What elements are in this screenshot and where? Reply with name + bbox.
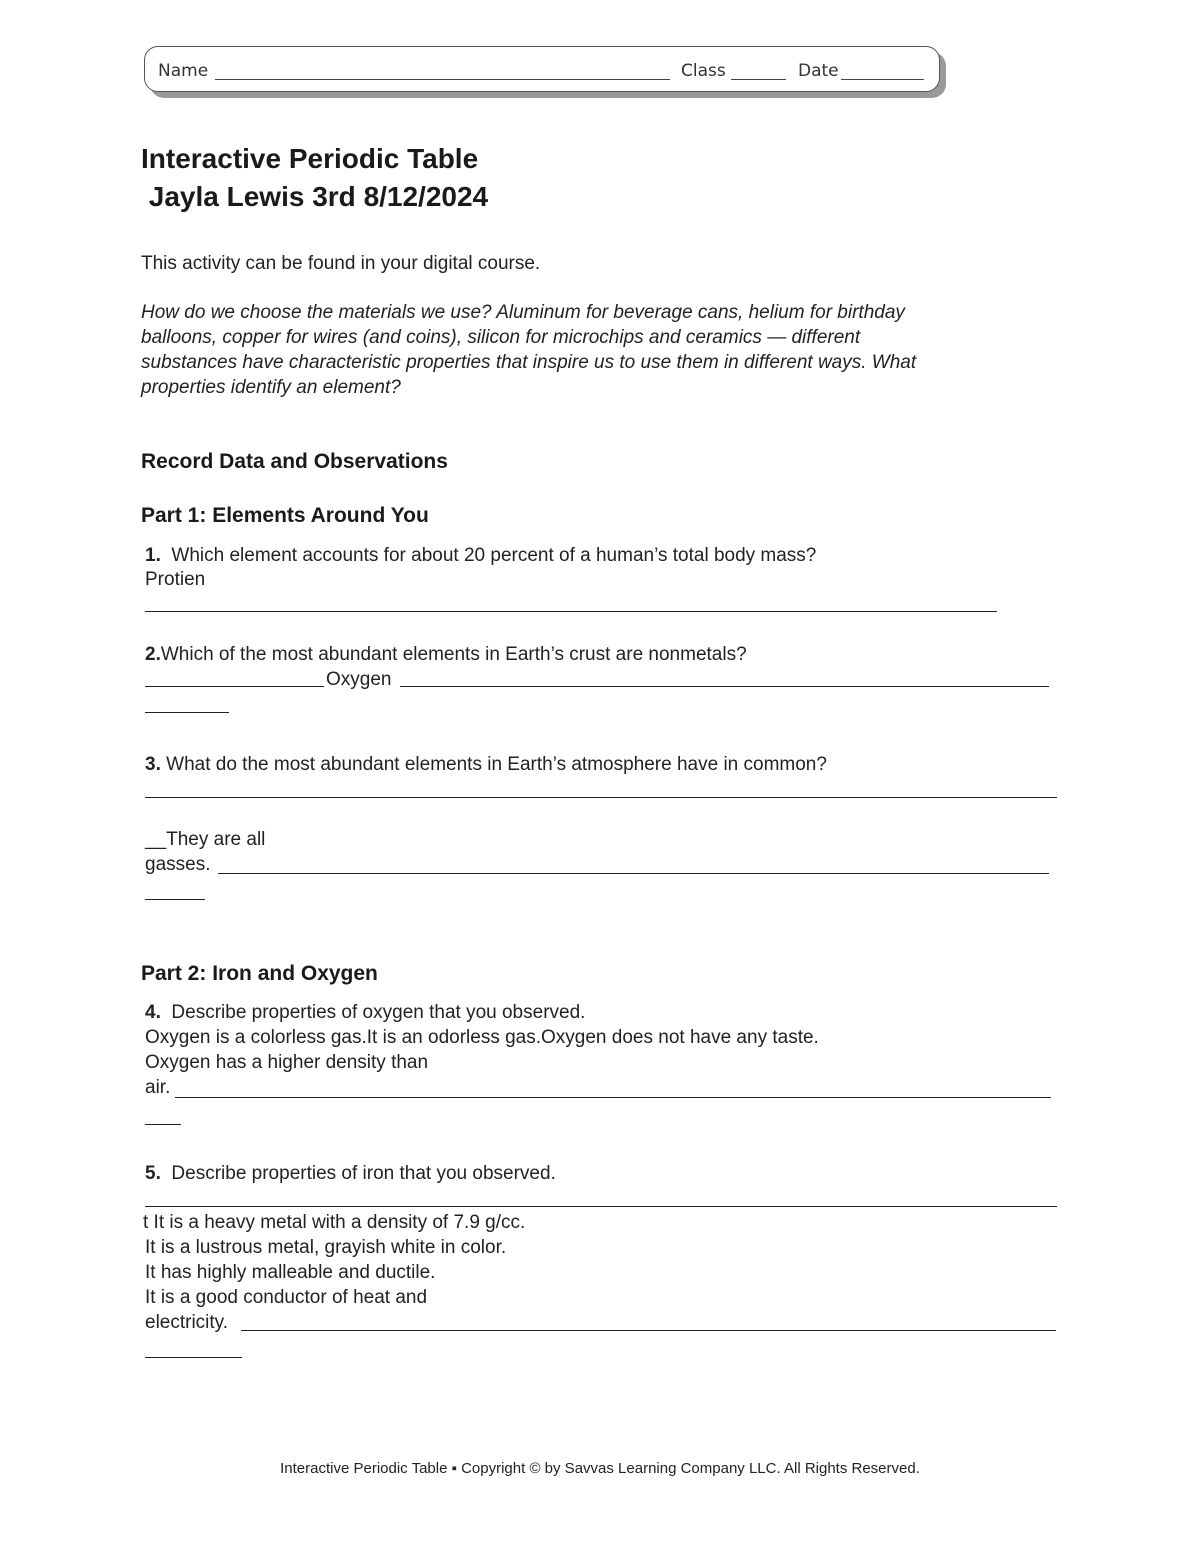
question-intro-line: How do we choose the materials we use? Aluminum for beverage cans, helium for birthday [141, 302, 905, 323]
question-number: 5. [145, 1163, 161, 1184]
question-text: Describe properties of iron that you observed. [160, 1163, 556, 1184]
question-intro-line: properties identify an element? [141, 377, 401, 398]
part1-heading: Part 1: Elements Around You [141, 504, 429, 527]
answer-line [145, 1357, 242, 1358]
question-1 [145, 543, 816, 568]
question-number: 3. [145, 754, 161, 775]
name-class-date-box [144, 46, 940, 92]
answer-line [145, 686, 324, 687]
date-field-line[interactable] [841, 79, 924, 80]
answer-4-line[interactable]: air. [145, 1077, 171, 1098]
question-text: Which of the most abundant elements in Earth’s crust are nonmetals? [160, 644, 747, 665]
part2-heading: Part 2: Iron and Oxygen [141, 962, 378, 985]
answer-4-line[interactable]: Oxygen has a higher density than [145, 1052, 429, 1073]
answer-line [145, 899, 205, 900]
question-2 [145, 642, 747, 667]
answer-3-line2[interactable]: gasses. [145, 854, 211, 875]
question-text: What do the most abundant elements in Earth’s atmosphere have in common? [160, 754, 827, 775]
student-info-line: Jayla Lewis 3rd 8/12/2024 [141, 181, 489, 212]
question-3 [145, 752, 827, 777]
answer-line [175, 1097, 1051, 1098]
section-heading: Record Data and Observations [141, 450, 448, 473]
answer-3-line1[interactable]: __They are all [145, 829, 266, 850]
copyright-footer: Interactive Periodic Table ▪ Copyright © by Savvas Learning Company LLC. All Rights Reserved. [280, 1460, 920, 1477]
name-field-line[interactable] [215, 79, 670, 80]
question-number: 2. [145, 644, 161, 665]
answer-1[interactable]: Protien [145, 569, 206, 590]
answer-line [145, 797, 1057, 798]
page-title: Interactive Periodic Table [141, 143, 479, 174]
answer-line [145, 1124, 181, 1125]
answer-line [218, 873, 1049, 874]
intro-text: This activity can be found in your digital course. [141, 253, 541, 274]
class-label: Class [681, 61, 726, 81]
answer-line [241, 1330, 1056, 1331]
answer-line [145, 712, 229, 713]
answer-line [145, 611, 997, 612]
class-field-line[interactable] [731, 79, 786, 80]
name-label: Name [158, 61, 209, 81]
answer-5-line[interactable]: t It is a heavy metal with a density of 7.9 g/cc. [143, 1212, 526, 1233]
answer-5-line[interactable]: electricity. [145, 1312, 229, 1333]
question-5 [145, 1161, 556, 1186]
answer-line [145, 1206, 1057, 1207]
question-intro-line: balloons, copper for wires (and coins), silicon for microchips and ceramics — different [141, 327, 861, 348]
answer-2[interactable]: Oxygen [326, 669, 392, 690]
question-number: 1. [145, 545, 161, 566]
question-intro-line: substances have characteristic properties that inspire us to use them in different ways. What [141, 352, 917, 373]
question-4 [145, 1000, 585, 1025]
answer-4-line[interactable]: Oxygen is a colorless gas.It is an odorless gas.Oxygen does not have any taste. [145, 1027, 819, 1048]
question-text: Describe properties of oxygen that you observed. [160, 1002, 586, 1023]
question-text: Which element accounts for about 20 percent of a human’s total body mass? [160, 545, 817, 566]
answer-5-line[interactable]: It is a good conductor of heat and [145, 1287, 428, 1308]
date-label: Date [798, 61, 839, 81]
answer-line [400, 686, 1049, 687]
answer-5-line[interactable]: It has highly malleable and ductile. [145, 1262, 436, 1283]
answer-5-line[interactable]: It is a lustrous metal, grayish white in color. [145, 1237, 507, 1258]
question-number: 4. [145, 1002, 161, 1023]
